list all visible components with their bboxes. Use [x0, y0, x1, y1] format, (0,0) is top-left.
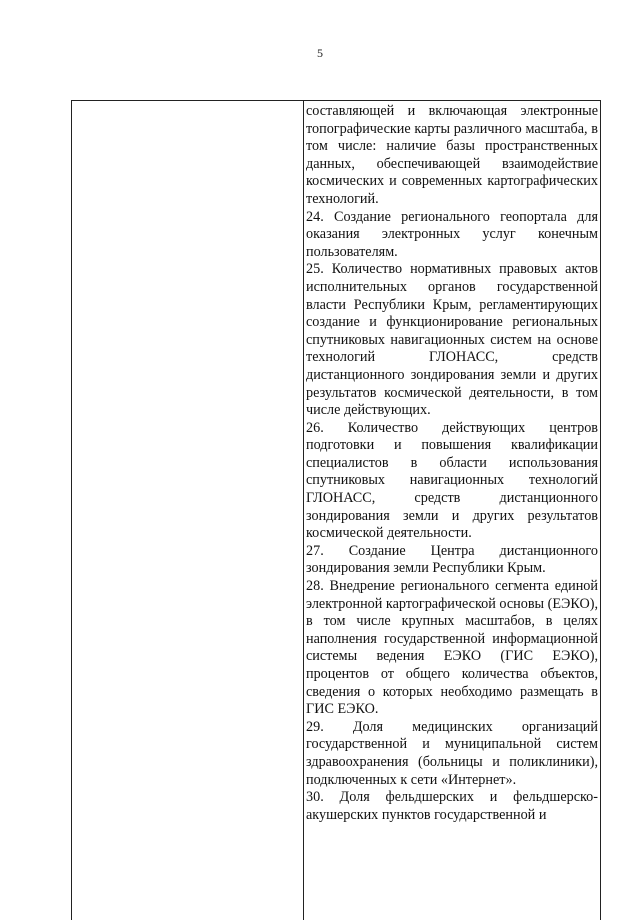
indicator-paragraph: 27. Создание Центра дистанционного зондирования земли Республики Крым.: [306, 542, 598, 577]
indicator-paragraph: 26. Количество действующих центров подготовки и повышения квалификации специалистов в области использования спутниковых навигационных технологий ГЛОНАСС, средств дистанционного зондирования земли и других результатов космической деятельности.: [306, 419, 598, 542]
indicators-column: [306, 103, 598, 824]
indicator-paragraph: 25. Количество нормативных правовых актов исполнительных органов государственной власти Республики Крым, регламентирующих создание и функционирование региональных спутниковых навигационных систем на основе технологий ГЛОНАСС, средств дистанционного зондирования земли и других результатов космической деятельности, в том числе действующих.: [306, 261, 598, 419]
indicator-paragraph: 28. Внедрение регионального сегмента единой электронной картографической основы (ЕЭКО), в том числе крупных масштабов, в целях наполнения государственной информационной системы ведения ЕЭКО (ГИС ЕЭКО), процентов от общего количества объектов, сведения о которых необходимо размещать в ГИС ЕЭКО.: [306, 578, 598, 718]
page-number: 5: [317, 46, 323, 60]
indicator-paragraph: составляющей и включающая электронные топографические карты различного масштаба, в том числе: наличие базы пространственных данных, обеспечивающей взаимодействие космических и современных картографических технологий.: [306, 103, 598, 207]
indicator-paragraph: 29. Доля медицинских организаций государственной и муниципальной систем здравоохранения (больницы и поликлиники), подключенных к сети «Интернет».: [306, 718, 598, 788]
indicator-paragraph: 24. Создание регионального геопортала для оказания электронных услуг конечным пользователям.: [306, 208, 598, 260]
indicator-paragraph: 30. Доля фельдшерских и фельдшерско-акушерских пунктов государственной и: [306, 789, 598, 823]
column-divider: [303, 100, 304, 920]
